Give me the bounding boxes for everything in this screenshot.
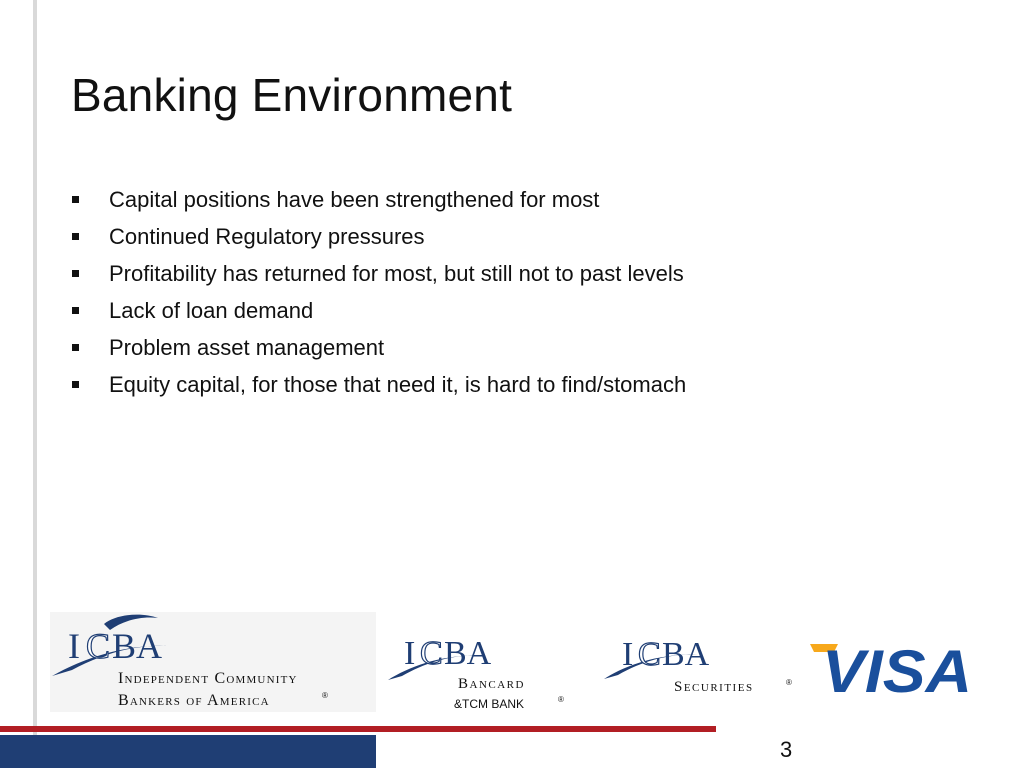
bancard-line2: &TCM BANK xyxy=(454,697,525,711)
securities-wordmark: C xyxy=(638,636,661,673)
bullet-text: Profitability has returned for most, but still not to past levels xyxy=(109,260,684,286)
bancard-wordmark: BA xyxy=(444,635,492,672)
visa-wordmark: VISA xyxy=(822,638,972,696)
bullet-text: Capital positions have been strengthened for most xyxy=(109,186,600,212)
footer-blue-band xyxy=(0,735,376,768)
bancard-wordmark: I xyxy=(404,635,416,672)
square-bullet-icon xyxy=(72,307,79,314)
icba-main-line2: Bankers of America xyxy=(118,692,270,709)
bullet-item xyxy=(72,366,686,403)
securities-line1: Securities xyxy=(674,679,754,695)
registered-mark-icon: ® xyxy=(322,691,328,700)
square-bullet-icon xyxy=(72,196,79,203)
bancard-line1: Bancard xyxy=(458,676,525,692)
bullet-text: Lack of loan demand xyxy=(109,297,314,323)
page-number: 3 xyxy=(780,737,793,762)
square-bullet-icon xyxy=(72,344,79,351)
bullet-item xyxy=(72,181,686,218)
bancard-wordmark: C xyxy=(420,635,443,672)
icba-logo xyxy=(50,612,376,712)
bullet-item xyxy=(72,329,686,366)
bullet-item xyxy=(72,255,686,292)
bullet-list xyxy=(72,181,686,403)
icba-bancard-logo xyxy=(384,620,584,716)
securities-wordmark: BA xyxy=(662,636,710,673)
visa-logo xyxy=(808,636,978,696)
bullet-item xyxy=(72,292,686,329)
bullet-item xyxy=(72,218,686,255)
left-vertical-rule xyxy=(33,0,37,768)
icba-main-line1: Independent Community xyxy=(118,670,298,687)
slide-title: Banking Environment xyxy=(71,69,513,121)
square-bullet-icon xyxy=(72,233,79,240)
square-bullet-icon xyxy=(72,270,79,277)
icba-wordmark: C xyxy=(86,626,111,666)
bullet-text: Problem asset management xyxy=(109,334,385,360)
securities-wordmark: I xyxy=(622,636,634,673)
bullet-text: Continued Regulatory pressures xyxy=(109,223,425,249)
registered-mark-icon: ® xyxy=(558,695,564,704)
bullet-text: Equity capital, for those that need it, is hard to find/stomach xyxy=(109,371,687,397)
icba-securities-logo xyxy=(602,615,802,701)
icba-wordmark: I xyxy=(68,626,80,666)
square-bullet-icon xyxy=(72,381,79,388)
icba-wordmark: BA xyxy=(112,626,163,666)
registered-mark-icon: ® xyxy=(786,678,792,687)
footer-red-band xyxy=(0,726,716,732)
